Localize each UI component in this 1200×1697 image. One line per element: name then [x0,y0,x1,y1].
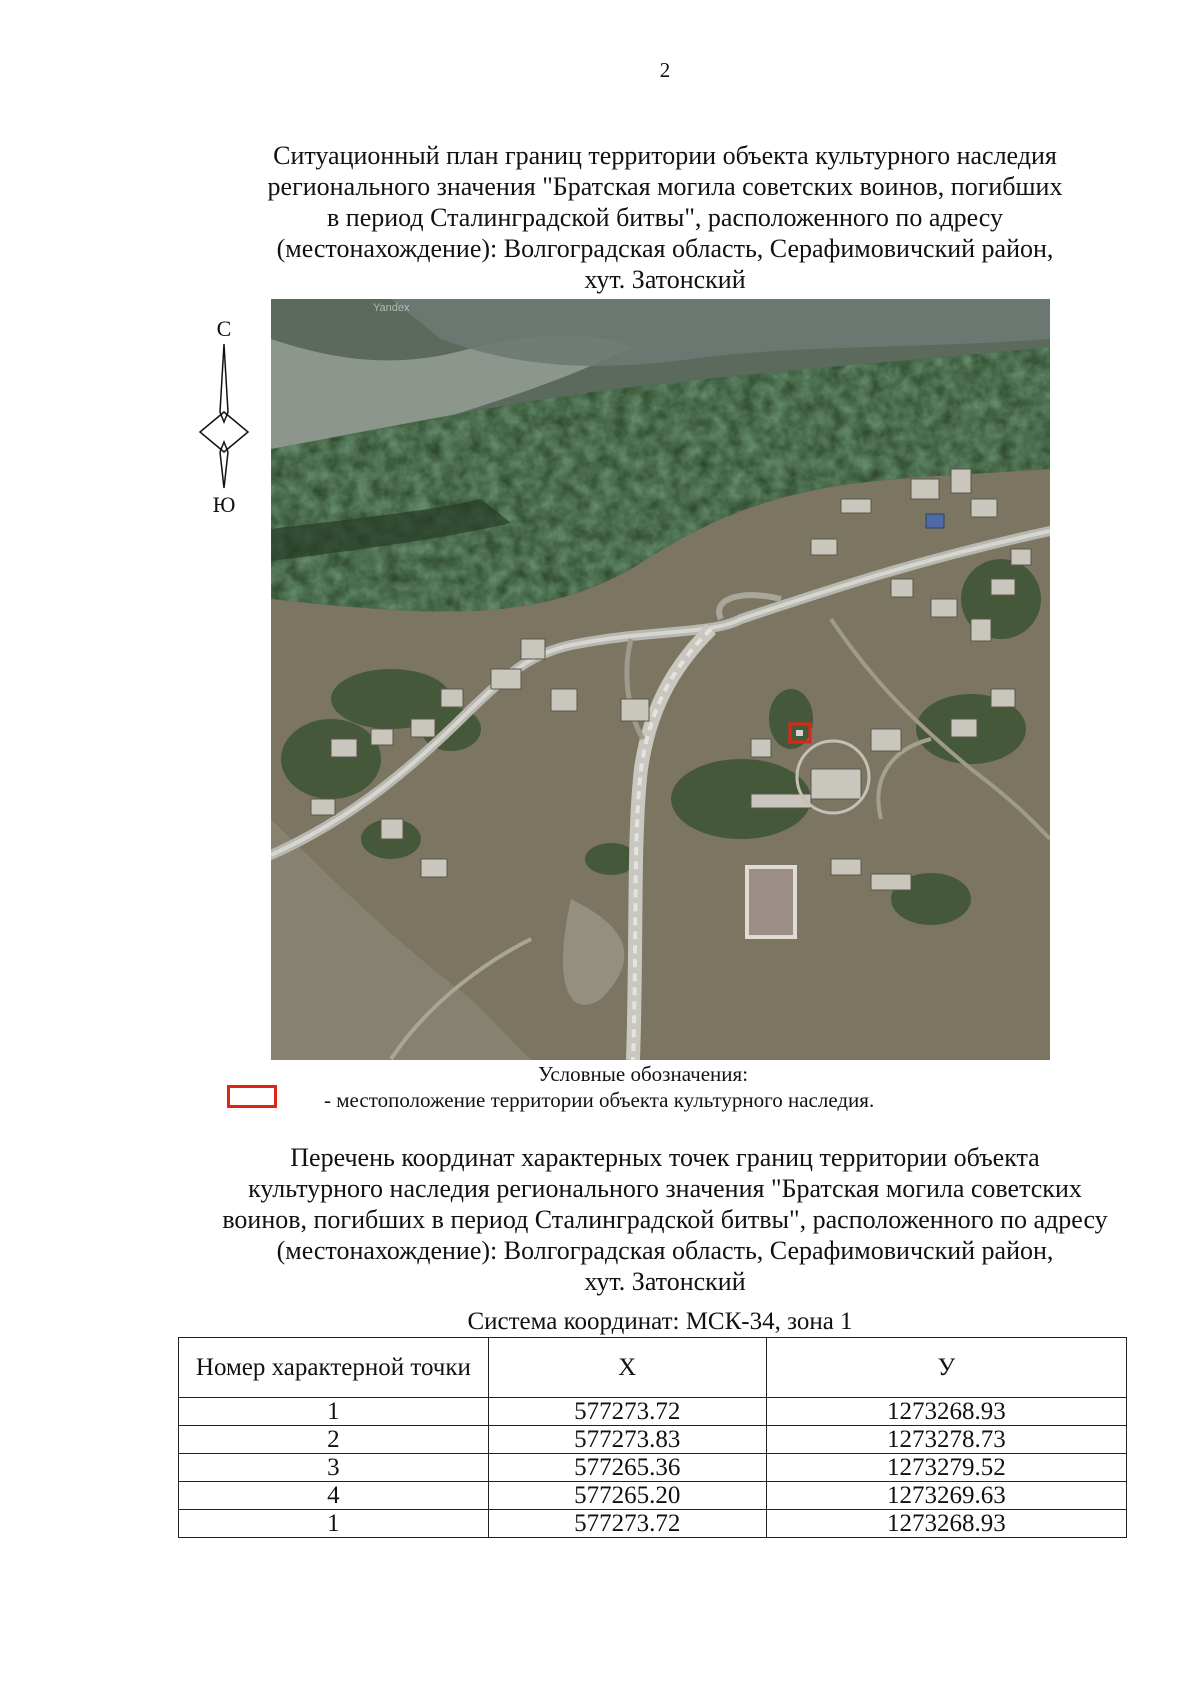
table-row [179,1398,1127,1426]
point-number-cell: 4 [179,1482,489,1510]
table-row [179,1454,1127,1482]
point-number-cell: 2 [179,1426,489,1454]
y-cell: 1273269.63 [766,1482,1126,1510]
legend-site-symbol-icon [227,1085,277,1108]
point-number-cell: 3 [179,1454,489,1482]
plan-title-line: Ситуационный план границ территории объекта культурного наследия [273,141,1057,170]
legend-item-text: - местоположение территории объекта культурного наследия. [324,1088,875,1112]
table-header-row [179,1338,1127,1398]
x-cell: 577273.83 [488,1426,766,1454]
coordinates-title-line: (местонахождение): Волгоградская область, Серафимовичский район, [276,1236,1054,1265]
point-number-cell: 1 [179,1398,489,1426]
plan-title-line: в период Сталинградской битвы", расположенного по адресу [327,203,1003,232]
x-cell: 577265.20 [488,1482,766,1510]
table-row [179,1510,1127,1538]
x-cell: 577273.72 [488,1510,766,1538]
coordinates-title-line: культурного наследия регионального значения "Братская могила советских [248,1174,1082,1203]
coordinates-title-line: Перечень координат характерных точек границ территории объекта [290,1143,1040,1172]
point-number-cell: 1 [179,1510,489,1538]
table-row [179,1426,1127,1454]
north-label: С [216,316,232,341]
coordinates-table [178,1337,1127,1538]
header-x: Х [488,1338,766,1398]
x-cell: 577273.72 [488,1398,766,1426]
compass-rose [196,316,252,516]
coordinates-title-line: хут. Затонский [584,1267,746,1296]
y-cell: 1273268.93 [766,1510,1126,1538]
x-cell: 577265.36 [488,1454,766,1482]
compass-arrow-icon [196,316,252,516]
header-point-number: Номер характерной точки [179,1338,489,1398]
south-label: Ю [212,492,236,517]
coordinates-title [0,1142,1200,1297]
legend-title: Условные обозначения: [538,1062,749,1086]
y-cell: 1273278.73 [766,1426,1126,1454]
page-number: 2 [659,58,671,82]
monument-icon [796,730,803,736]
header-y: У [766,1338,1126,1398]
satellite-map [271,299,1050,1060]
map-watermark: Yandex [373,302,410,314]
plan-title [0,140,1200,295]
coordinate-system-caption: Система координат: МСК-34, зона 1 [467,1308,853,1335]
plan-title-line: регионального значения "Братская могила советских воинов, погибших [267,172,1063,201]
satellite-map-image [271,299,1050,1060]
plan-title-line: хут. Затонский [584,265,746,294]
plan-title-line: (местонахождение): Волгоградская область, Серафимовичский район, [276,234,1054,263]
y-cell: 1273279.52 [766,1454,1126,1482]
y-cell: 1273268.93 [766,1398,1126,1426]
table-row [179,1482,1127,1510]
coordinates-title-line: воинов, погибших в период Сталинградской битвы", расположенного по адресу [222,1205,1108,1234]
